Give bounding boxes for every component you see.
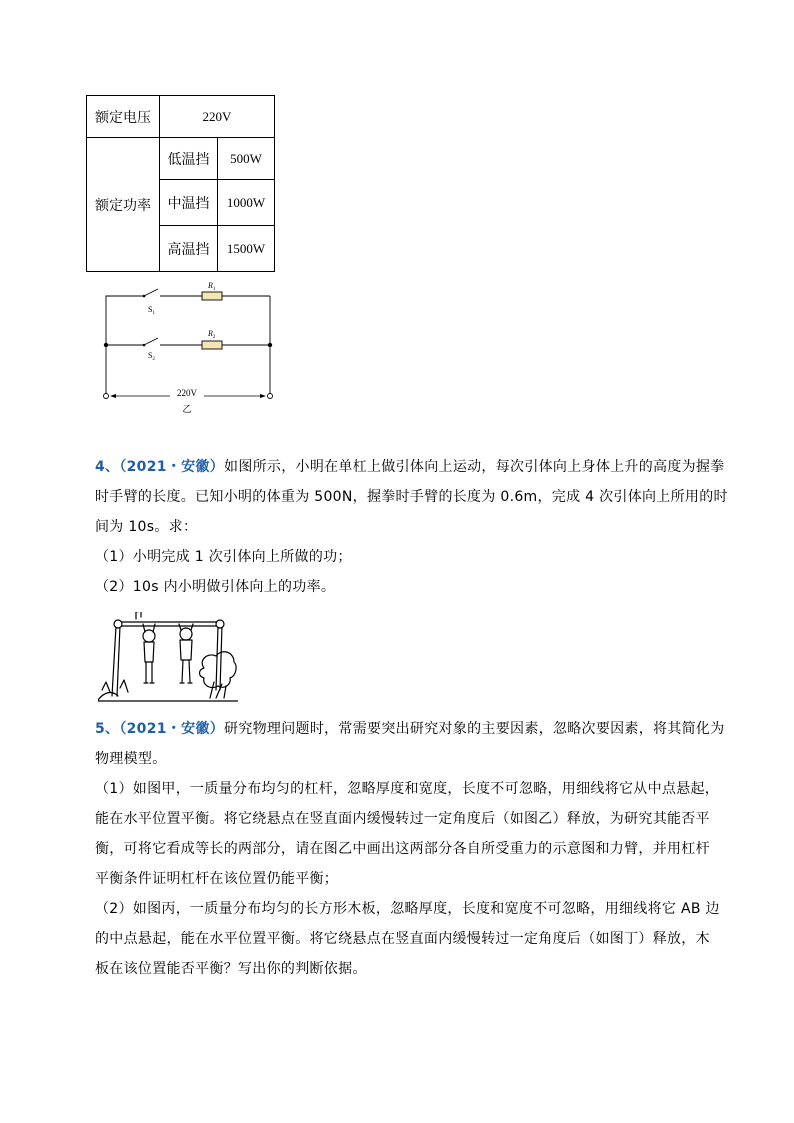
gear-low: 低温挡 [160, 138, 218, 180]
q5-line-4: 能在水平位置平衡。将它绕悬点在竖直面内缓慢转过一定角度后（如图乙）释放，为研究其能否平 [95, 811, 710, 827]
q5-line-9: 板在该位置能否平衡？写出你的判断依据。 [95, 961, 367, 977]
q4-line-2: 时手臂的长度。已知小明的体重为 500N，握拳时手臂的长度为 0.6m，完成 4 次引体向上所用的时 [95, 489, 728, 505]
circuit-diagram [96, 278, 281, 418]
q5-line-2: 物理模型。 [95, 751, 167, 767]
rated-voltage-value: 220V [160, 96, 275, 138]
terminal-right [268, 394, 273, 399]
power-mid: 1000W [218, 180, 275, 226]
gear-high: 高温挡 [160, 226, 218, 272]
s1-label: $S_1$ [148, 305, 155, 316]
q4-number: 4、 [95, 459, 120, 475]
q4-part-1: （1）小明完成 1 次引体向上所做的功； [95, 549, 352, 565]
power-high: 1500W [218, 226, 275, 272]
spec-table [86, 95, 275, 272]
s2-label: $S_2$ [148, 351, 155, 362]
q5-line-8: 的中点悬起，能在水平位置平衡。将它绕悬点在竖直面内缓慢转过一定角度后（如图丁）释放，木 [95, 931, 710, 947]
q4-part-2: （2）10s 内小明做引体向上的功率。 [95, 579, 336, 595]
gear-mid: 中温挡 [160, 180, 218, 226]
question-4 [95, 452, 728, 602]
terminal-left [104, 394, 109, 399]
figure-caption: 乙 [182, 404, 192, 414]
q4-line-3: 间为 10s。求： [95, 519, 198, 535]
rated-voltage-label: 额定电压 [87, 96, 160, 138]
switch-s2 [144, 338, 158, 345]
r2-label: $R_2$ [208, 329, 216, 340]
q5-line-6: 平衡条件证明杠杆在该位置仍能平衡； [95, 871, 339, 887]
q5-line-3: （1）如图甲，一质量分布均匀的杠杆，忽略厚度和宽度，长度不可忽略，用细线将它从中点悬起， [95, 781, 720, 797]
pull-up-illustration [98, 612, 238, 704]
r1-label: $R_1$ [208, 281, 216, 292]
resistor-r1 [202, 292, 222, 300]
switch-s1 [144, 289, 158, 296]
q5-source: （2021・安徽） [119, 721, 225, 737]
q5-line-7: （2）如图丙，一质量分布均匀的长方形木板，忽略厚度，长度和宽度不可忽略，用细线将它 AB 边 [95, 901, 720, 917]
q4-line-1: 4、（2021・安徽）如图所示，小明在单杠上做引体向上运动，每次引体向上身体上升的高度为握拳 [95, 459, 725, 475]
q5-line-5: 衡，可将它看成等长的两部分，请在图乙中画出这两部分各自所受重力的示意图和力臂，并用杠杆 [95, 841, 710, 857]
resistor-r2 [202, 341, 222, 349]
q5-number: 5、 [95, 721, 120, 737]
q4-source: （2021・安徽） [119, 459, 225, 475]
power-low: 500W [218, 138, 275, 180]
voltage-label: 220V [177, 388, 197, 398]
rated-power-label: 额定功率 [87, 138, 160, 272]
q5-line-1: 5、（2021・安徽）研究物理问题时，常需要突出研究对象的主要因素，忽略次要因素，将其简化为 [95, 721, 725, 737]
question-5 [95, 714, 725, 984]
